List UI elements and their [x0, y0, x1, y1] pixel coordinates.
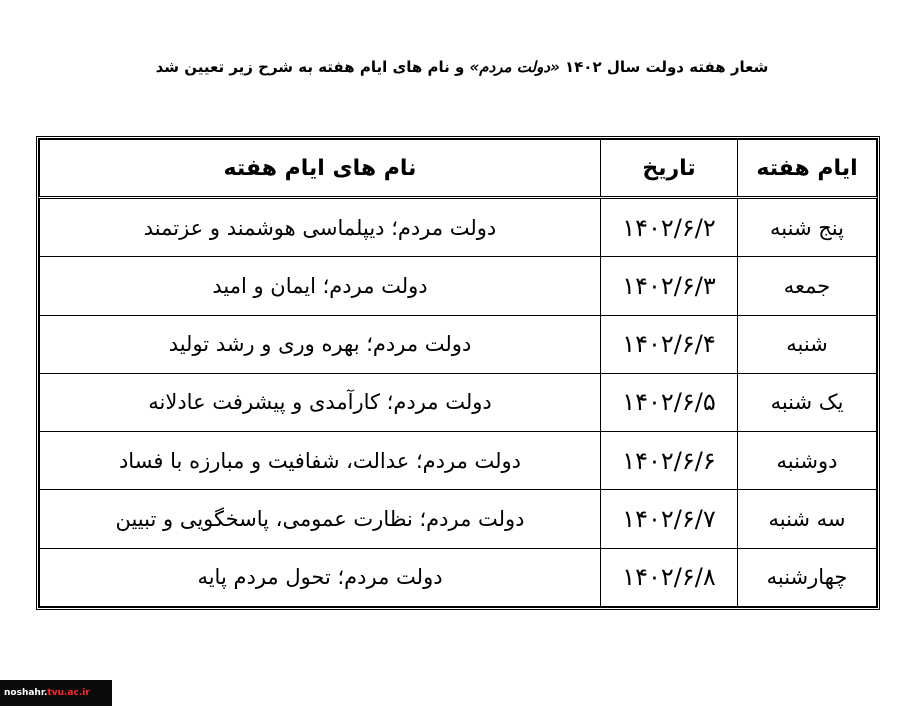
header-day: ایام هفته — [738, 140, 877, 198]
cell-date: ۱۴۰۲/۶/۳ — [601, 257, 738, 315]
table-row — [40, 373, 877, 431]
site-suffix: tvu.ac.ir — [47, 688, 90, 698]
cell-name: دولت مردم؛ تحول مردم پایه — [40, 548, 601, 606]
cell-date: ۱۴۰۲/۶/۷ — [601, 490, 738, 548]
cell-name: دولت مردم؛ کارآمدی و پیشرفت عادلانه — [40, 373, 601, 431]
cell-date: ۱۴۰۲/۶/۴ — [601, 315, 738, 373]
cell-name: دولت مردم؛ ایمان و امید — [40, 257, 601, 315]
table-row — [40, 490, 877, 548]
cell-date: ۱۴۰۲/۶/۵ — [601, 373, 738, 431]
cell-day: یک شنبه — [738, 373, 877, 431]
cell-date: ۱۴۰۲/۶/۶ — [601, 432, 738, 490]
cell-name: دولت مردم؛ عدالت، شفافیت و مبارزه با فساد — [40, 432, 601, 490]
table-row — [40, 548, 877, 606]
table-row — [40, 257, 877, 315]
table-row — [40, 432, 877, 490]
heading-slogan: «دولت مردم» — [469, 58, 560, 76]
cell-day: شنبه — [738, 315, 877, 373]
document-heading — [0, 58, 924, 76]
cell-day: پنج شنبه — [738, 198, 877, 257]
heading-prefix: شعار هفته دولت سال ۱۴۰۲ — [565, 58, 769, 76]
table-header-row — [40, 140, 877, 198]
cell-name: دولت مردم؛ نظارت عمومی، پاسخگویی و تبیین — [40, 490, 601, 548]
cell-day: دوشنبه — [738, 432, 877, 490]
header-date: تاریخ — [601, 140, 738, 198]
heading-suffix: و نام های ایام هفته به شرح زیر تعیین شد — [155, 58, 465, 76]
cell-name: دولت مردم؛ دیپلماسی هوشمند و عزتمند — [40, 198, 601, 257]
site-watermark-badge — [0, 680, 112, 706]
schedule-table-frame — [36, 136, 880, 610]
cell-day: چهارشنبه — [738, 548, 877, 606]
table-row — [40, 198, 877, 257]
table-row — [40, 315, 877, 373]
cell-date: ۱۴۰۲/۶/۸ — [601, 548, 738, 606]
site-prefix: noshahr. — [4, 688, 48, 698]
cell-name: دولت مردم؛ بهره وری و رشد تولید — [40, 315, 601, 373]
cell-day: سه شنبه — [738, 490, 877, 548]
schedule-table — [39, 139, 877, 607]
cell-day: جمعه — [738, 257, 877, 315]
cell-date: ۱۴۰۲/۶/۲ — [601, 198, 738, 257]
header-name: نام های ایام هفته — [40, 140, 601, 198]
